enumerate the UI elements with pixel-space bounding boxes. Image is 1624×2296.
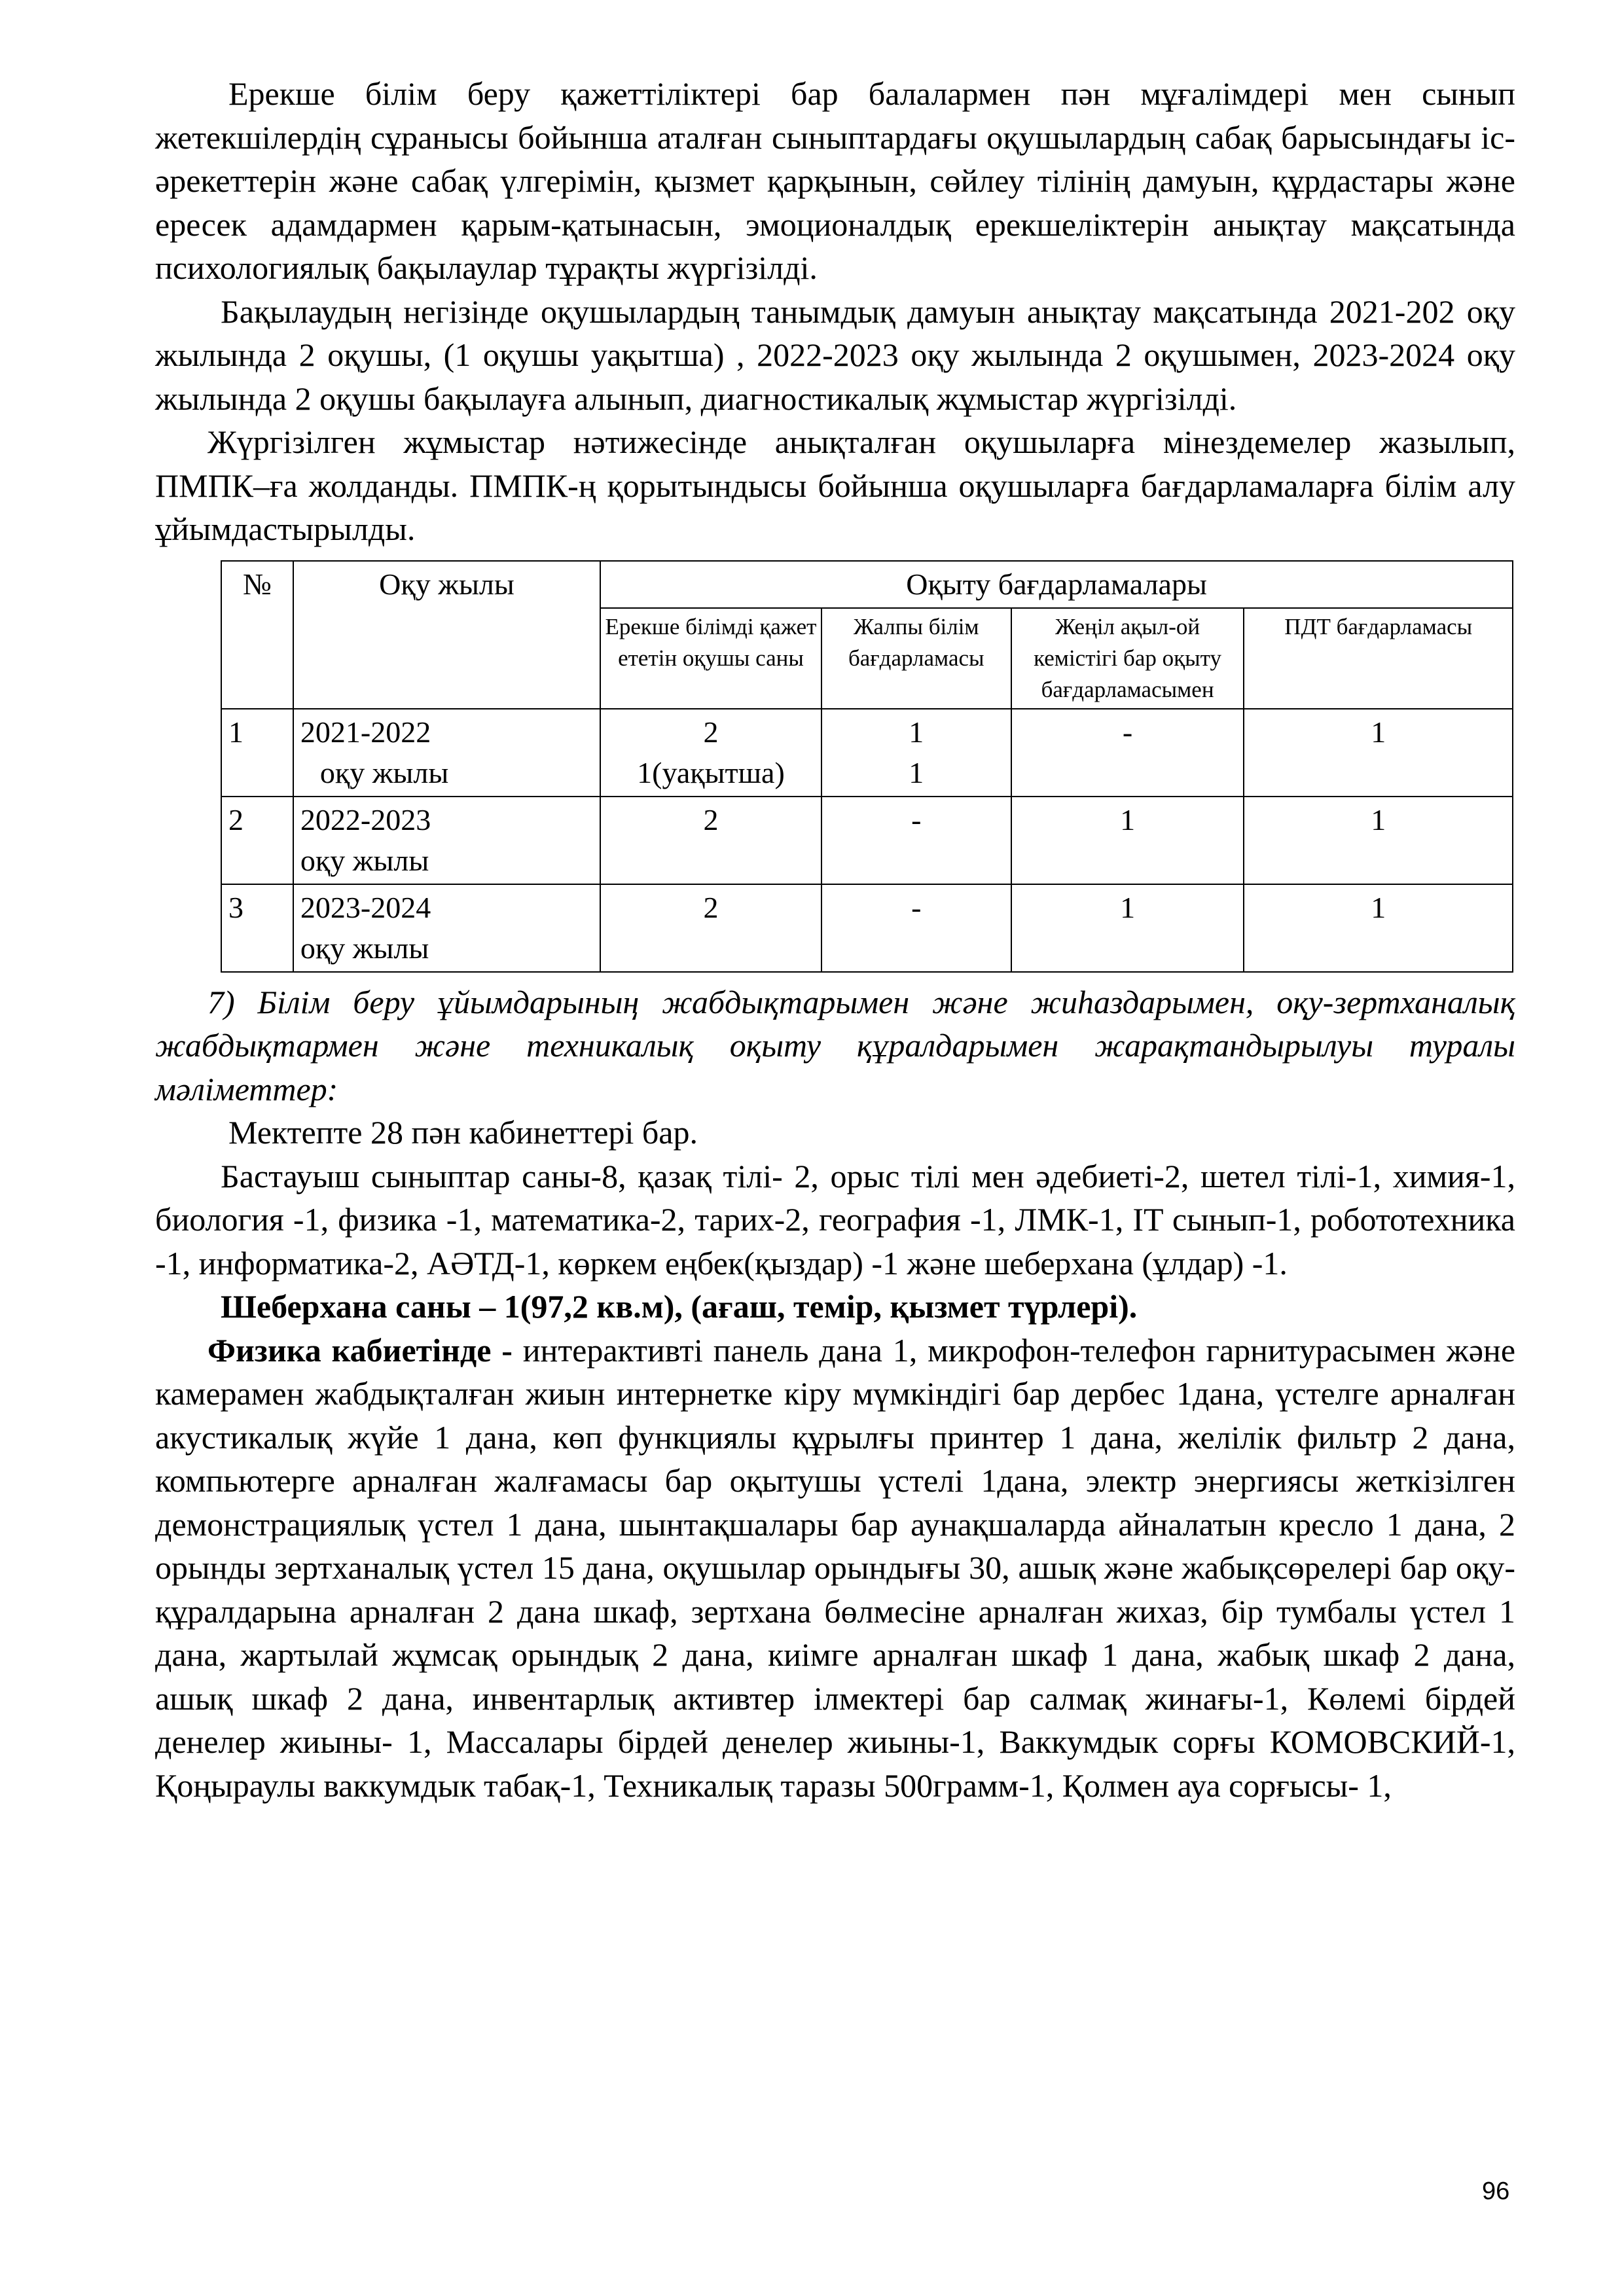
row-mild: 1 — [1011, 884, 1244, 972]
section-heading-equipment: 7) Білім беру ұйымдарының жабдықтарымен және жиһаздарымен, оқу-зертханалық жабдықтармен және техникалық оқыту құралдарымен жарақтандырылуы туралы мәліметтер: — [155, 983, 1515, 1107]
row-pdt: 1 — [1244, 709, 1513, 797]
header-pdt-program: ПДТ бағдарламасы — [1244, 608, 1513, 709]
table-row — [221, 884, 1513, 972]
paragraph-observation: Бақылаудың негізінде оқушылардың танымдық дамуын анықтау мақсатында 2021-202 оқу жылында 2 оқушы, (1 оқушы уақытша) , 2022-2023 оқу жылында 2 оқушымен, 2023-2024 оқу жылында 2 оқушы бақылауға алынып, диагностикалық жұмыстар жүргізілді. — [155, 293, 1515, 417]
table-row — [221, 709, 1513, 797]
paragraph-special-needs: Ерекше білім беру қажеттіліктері бар балалармен пән мұғалімдері мен сынып жетекшілердің сұранысы бойынша аталған сыныптардағы оқушылардың сабақ барысындағы іс-әрекеттерін және сабақ үлгерімін, қызмет қарқынын, сөйлеу тілінің дамуын, құрдастары және ересек адамдармен қарым-қатынасын, эмоционалдық ерекшеліктерін анықтау мақсатында психологиялық бақылаулар тұрақты жүргізілді. — [155, 75, 1515, 286]
row-general: - — [821, 797, 1011, 884]
header-mild-disability-program: Жеңіл ақыл-ой кемістігі бар оқыту бағдарламасымен — [1011, 608, 1244, 709]
paragraph-workshop: Шеберхана саны – 1(97,2 кв.м), (ағаш, темір, қызмет түрлері). — [221, 1288, 1138, 1325]
header-year: Оқу жылы — [293, 561, 600, 709]
row-no: 1 — [221, 709, 293, 797]
row-general: - — [821, 884, 1011, 972]
row-mild: 1 — [1011, 797, 1244, 884]
paragraph-pmpk: Жүргізілген жұмыстар нәтижесінде анықталған оқушыларға мінездемелер жазылып, ПМПК–ға жолданды. ПМПК-ң қорытындысы бойынша оқушыларға бағдарламаларға білім алу ұйымдастырылды. — [155, 423, 1515, 547]
row-special-needs: 2 — [600, 797, 821, 884]
row-no: 2 — [221, 797, 293, 884]
header-special-needs-count: Ерекше білімді қажет ететін оқушы саны — [600, 608, 821, 709]
row-mild: - — [1011, 709, 1244, 797]
row-no: 3 — [221, 884, 293, 972]
paragraph-physics-cabinet — [155, 1329, 1515, 1808]
row-special-needs: 2 — [600, 884, 821, 972]
header-general-program: Жалпы білім бағдарламасы — [821, 608, 1011, 709]
row-general: 1 1 — [821, 709, 1011, 797]
row-year: 2021-2022 оқу жылы — [293, 709, 600, 797]
row-year: 2023-2024 оқу жылы — [293, 884, 600, 972]
programs-table — [221, 560, 1513, 973]
header-no: № — [221, 561, 293, 709]
row-special-needs: 2 1(уақытша) — [600, 709, 821, 797]
row-pdt: 1 — [1244, 884, 1513, 972]
document-page — [155, 72, 1515, 1807]
table-row — [221, 797, 1513, 884]
table-header-row — [221, 561, 1513, 608]
physics-cabinet-text: интерактивті панель дана 1, микрофон-телефон гарнитурасымен және камерамен жабдықталған жиын интернетке кіру мүмкіндігі бар дербес 1дана, үстелге арналған акустикалық жүйе 1 дана, көп функциялы құрылғы принтер 1 дана, желілік фильтр 2 дана, компьютерге арналған жалғамасы бар оқытушы үстелі 1дана, электр энергиясы жеткізілген демонстрациялық үстел 1 дана, шынтақшалары бар аунақшаларда айналатын кресло 1 дана, 2 орынды зертханалық үстел 15 дана, оқушылар орындығы 30, ашық және жабықсөрелері бар оқу-құралдарына арналған 2 дана шкаф, зертхана бөлмесіне арналған жихаз, бір тумбалы үстел 1 дана, жартылай жұмсақ орындық 2 дана, киімге арналған шкаф 1 дана, жабық шкаф 2 дана, ашық шкаф 2 дана, инвентарлық активтер ілмектері бар салмақ жинағы-1, Көлемі бірдей денелер жиыны- 1, Массалары бірдей денелер жиыны-1, Ваккумдык сорғы КОМОВСКИЙ-1, Қоңыраулы ваккумдык табақ-1, Техникалық таразы 500грамм-1, Қолмен ауа сорғысы- 1, — [155, 1331, 1516, 1804]
page-number: 96 — [1482, 2178, 1510, 2205]
physics-cabinet-label: Физика кабиетінде - — [208, 1331, 513, 1369]
paragraph-cabinets-count: Мектепте 28 пән кабинеттері бар. — [228, 1114, 698, 1151]
row-year: 2022-2023 оқу жылы — [293, 797, 600, 884]
header-programs: Оқыту бағдарламалары — [600, 561, 1513, 608]
paragraph-cabinets-list: Бастауыш сыныптар саны-8, қазақ тілі- 2, орыс тілі мен әдебиеті-2, шетел тілі-1, химия-1, биология -1, физика -1, математика-2, тарих-2, география -1, ЛМК-1, IT сынып-1, робототехника -1, информатика-2, АӘТД-1, көркем еңбек(қыздар) -1 және шеберхана (ұлдар) -1. — [155, 1157, 1515, 1282]
row-pdt: 1 — [1244, 797, 1513, 884]
